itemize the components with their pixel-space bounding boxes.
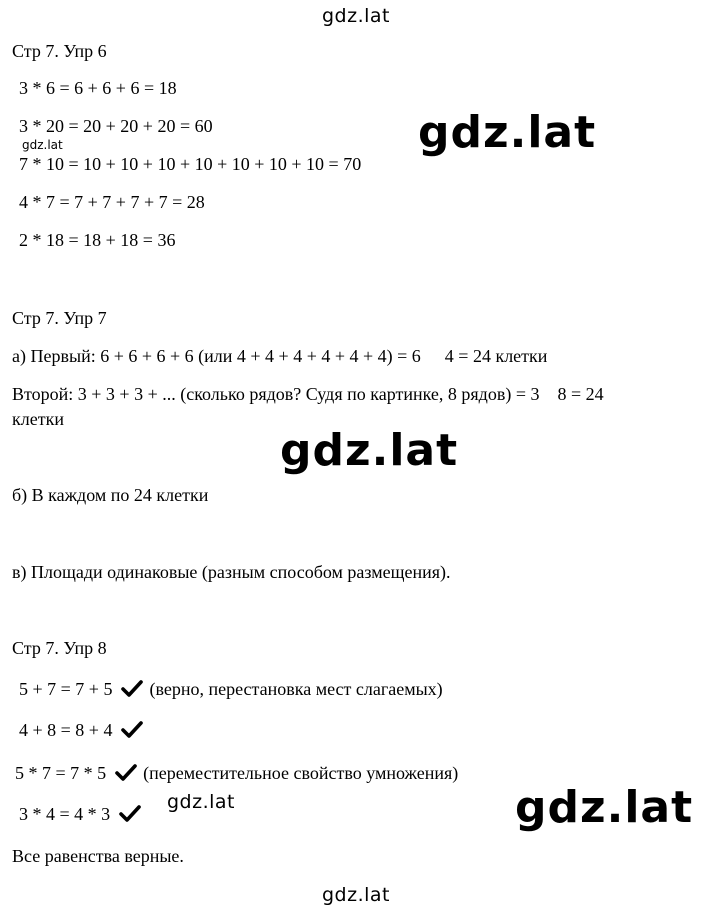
ex7-second-right: 8 = 24 bbox=[557, 384, 604, 404]
ex7-a bbox=[12, 345, 547, 367]
check-icon bbox=[121, 680, 143, 697]
ex7-second-left: Второй: 3 + 3 + 3 + ... (сколько рядов? Судя по картинке, 8 рядов) = 3 bbox=[12, 384, 540, 404]
watermark-big-2: gdz.lat bbox=[280, 425, 459, 476]
watermark-tiny: gdz.lat bbox=[22, 138, 63, 152]
ex6-line-1: 3 * 6 = 6 + 6 + 6 = 18 bbox=[19, 78, 177, 98]
ex6-line-2: 3 * 20 = 20 + 20 + 20 = 60 bbox=[19, 116, 213, 136]
ex8-row-3-note: (переместительное свойство умножения) bbox=[143, 763, 459, 783]
watermark-bottom: gdz.lat bbox=[322, 884, 391, 906]
ex6-line-4: 4 * 7 = 7 + 7 + 7 + 7 = 28 bbox=[19, 192, 205, 212]
ex8-row-4 bbox=[19, 803, 143, 825]
check-icon bbox=[115, 764, 137, 781]
ex7-a-right: 4 = 24 клетки bbox=[444, 346, 548, 366]
ex8-row-2-eq: 4 + 8 = 8 + 4 bbox=[19, 720, 113, 740]
watermark-small-mid: gdz.lat bbox=[167, 791, 236, 813]
ex7-v: в) Площади одинаковые (разным способом размещения). bbox=[12, 562, 451, 582]
ex6-line-3: 7 * 10 = 10 + 10 + 10 + 10 + 10 + 10 + 10 = 70 bbox=[19, 154, 362, 174]
ex8-row-1-note: (верно, перестановка мест слагаемых) bbox=[149, 679, 443, 699]
ex7-a-left: а) Первый: 6 + 6 + 6 + 6 (или 4 + 4 + 4 + 4 + 4 + 4) = 6 bbox=[12, 346, 421, 366]
check-icon bbox=[121, 721, 143, 738]
ex8-row-4-eq: 3 * 4 = 4 * 3 bbox=[19, 804, 111, 824]
ex8-row-3-eq: 5 * 7 = 7 * 5 bbox=[15, 763, 107, 783]
ex7-b: б) В каждом по 24 клетки bbox=[12, 485, 209, 505]
ex8-row-1-eq: 5 + 7 = 7 + 5 bbox=[19, 679, 113, 699]
watermark-big-1: gdz.lat bbox=[418, 107, 597, 158]
ex7-second bbox=[12, 383, 604, 405]
ex7-heading: Стр 7. Упр 7 bbox=[12, 308, 107, 328]
ex7-second-cont: клетки bbox=[12, 409, 64, 429]
ex8-heading: Стр 7. Упр 8 bbox=[12, 638, 107, 658]
ex6-heading: Стр 7. Упр 6 bbox=[12, 41, 107, 61]
ex8-row-2 bbox=[19, 719, 145, 741]
ex8-conclusion: Все равенства верные. bbox=[12, 846, 184, 866]
ex8-row-3 bbox=[15, 762, 458, 784]
ex6-line-5: 2 * 18 = 18 + 18 = 36 bbox=[19, 230, 176, 250]
ex8-row-1 bbox=[19, 678, 443, 700]
check-icon bbox=[119, 805, 141, 822]
watermark-top: gdz.lat bbox=[322, 5, 391, 27]
watermark-big-3: gdz.lat bbox=[515, 782, 694, 833]
